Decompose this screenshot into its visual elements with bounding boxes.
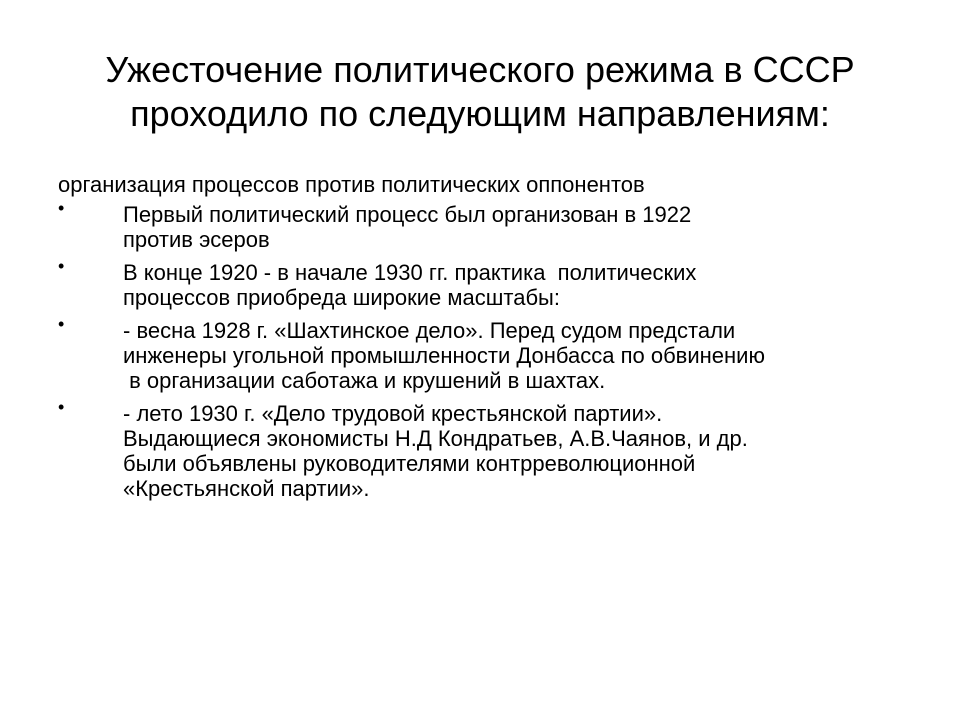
bullet-text-line: процессов приобреда широкие масштабы:	[123, 285, 560, 310]
bullet-item	[58, 256, 918, 310]
bullet-text-line: В конце 1920 - в начале 1930 гг. практика политических	[123, 260, 697, 285]
bullet-text-line: Первый политический процесс был организован в 1922	[123, 202, 692, 227]
slide-title-line-2: проходило по следующим направлениям:	[130, 93, 830, 134]
bullet-text-line: против эсеров	[123, 227, 270, 252]
intro-text: организация процессов против политических оппонентов	[58, 172, 645, 197]
bullet-text-line: в организации саботажа и крушений в шахтах.	[123, 368, 606, 393]
bullet-text-line: - лето 1930 г. «Дело трудовой крестьянской партии».	[123, 401, 663, 426]
bullet-icon: •	[58, 314, 65, 334]
bullet-icon: •	[58, 198, 65, 218]
bullet-icon: •	[58, 397, 65, 417]
slide-title-line-1: Ужесточение политического режима в СССР	[105, 49, 855, 90]
bullet-item	[58, 397, 918, 501]
bullet-text-line: - весна 1928 г. «Шахтинское дело». Перед судом предстали	[123, 318, 736, 343]
slide-title	[0, 48, 960, 136]
bullet-item	[58, 314, 918, 393]
bullet-icon: •	[58, 256, 65, 276]
bullet-text-line: Выдающиеся экономисты Н.Д Кондратьев, А.В.Чаянов, и др.	[123, 426, 748, 451]
bullet-list	[58, 198, 918, 501]
bullet-text-line: «Крестьянской партии».	[123, 476, 370, 501]
bullet-item	[58, 198, 918, 252]
bullet-text-line: инженеры угольной промышленности Донбасса по обвинению	[123, 343, 765, 368]
bullet-text-line: были объявлены руководителями контрреволюционной	[123, 451, 696, 476]
slide-body	[58, 172, 918, 509]
